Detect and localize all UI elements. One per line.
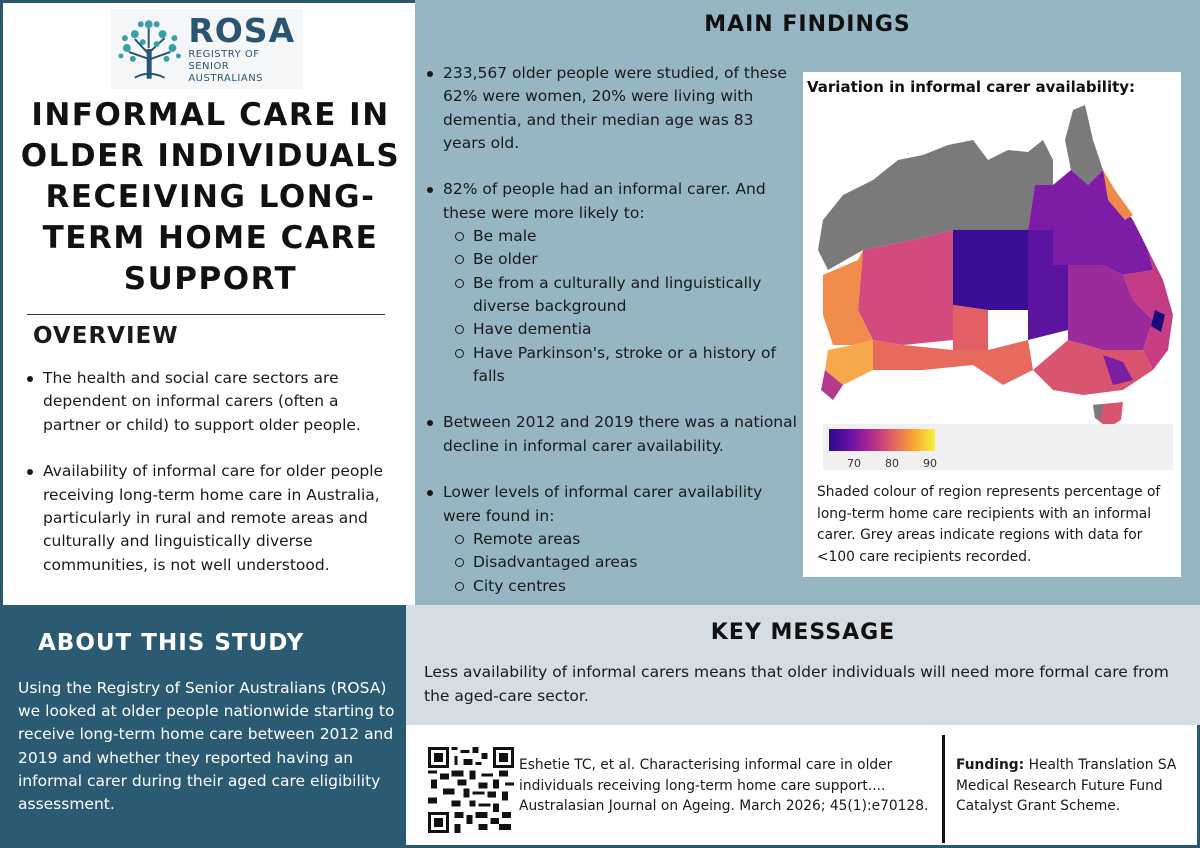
map-title: Variation in informal carer availability: [807, 78, 1136, 96]
title-divider [27, 314, 385, 315]
map-card [803, 72, 1181, 577]
legend-tick: 90 [923, 457, 937, 470]
finding-text: Lower levels of informal carer availability were found in: [443, 483, 763, 525]
findings-heading: MAIN FINDINGS [704, 12, 911, 37]
reference-divider [942, 735, 945, 843]
sub-item: Be from a culturally and linguistically diverse background [443, 272, 800, 319]
finding-text: 233,567 older people were studied, of these 62% were women, 20% were living with dementia, and their median age was 83 years old. [443, 64, 787, 152]
citation-text: Eshetie TC, et al. Characterising informal care in older individuals receiving long-term home care support.... Australasian Journal on Ageing. March 2026; 45(1):e70128. [519, 757, 929, 814]
finding-sublist [443, 528, 800, 598]
overview-item: The health and social care sectors are dependent on informal carers (often a partner or child) to support older people. [25, 367, 395, 437]
map-caption: Shaded colour of region represents percentage of long-term home care recipients with an informal carer. Grey areas indicate regions with data for <100 care recipients recorded. [817, 484, 1161, 565]
legend-tick: 70 [847, 457, 861, 470]
overview-list [25, 367, 395, 600]
legend-ticks [847, 457, 937, 470]
finding-sublist [443, 225, 800, 388]
about-text: Using the Registry of Senior Australians (ROSA) we looked at older people nationwide starting to receive long-term home care between 2012 and 2019 and whether they reported having an informal carer during their aged care eligibility assessment. [18, 679, 395, 814]
key-message-text: Less availability of informal carers means that older individuals will need more formal care from the aged-care sector. [424, 663, 1169, 705]
rosa-logo [111, 9, 303, 89]
overview-item: Availability of informal care for older people receiving long-term home care in Australia, particularly in rural and remote areas and culturally and linguistically diverse communities, is not well understood. [25, 460, 395, 577]
sub-item: Have dementia [443, 318, 800, 341]
key-message-heading: KEY MESSAGE [710, 620, 896, 645]
reference-panel [406, 725, 1200, 848]
logo-subtitle-2: AUSTRALIANS [188, 73, 264, 84]
finding-item [425, 411, 800, 458]
finding-text: Between 2012 and 2019 there was a national decline in informal carer availability. [443, 413, 797, 455]
qr-code-icon[interactable] [428, 747, 514, 833]
findings-list [425, 62, 800, 621]
australia-map [803, 100, 1181, 430]
tree-icon [115, 14, 184, 84]
sub-item: Disadvantaged areas [443, 551, 800, 574]
sub-item: City centres [443, 575, 800, 598]
sub-item: Remote areas [443, 528, 800, 551]
logo-name: ROSA [188, 11, 296, 50]
sub-item: Be male [443, 225, 800, 248]
finding-text: 82% of people had an informal carer. And these were more likely to: [443, 180, 766, 222]
sub-item: Have Parkinson's, stroke or a history of falls [443, 342, 800, 389]
funding-label: Funding: [956, 757, 1025, 773]
finding-item [425, 481, 800, 597]
map-region-sa-north [953, 230, 1028, 310]
intro-panel [0, 0, 415, 605]
overview-heading: OVERVIEW [33, 323, 179, 349]
key-message-panel [406, 605, 1200, 725]
funding-body: Health Translation SA Medical Research Future Fund Catalyst Grant Scheme. [956, 757, 1177, 814]
sub-item: Be older [443, 248, 800, 271]
legend-colorbar [829, 429, 935, 451]
logo-subtitle-1: REGISTRY OF SENIOR [188, 49, 260, 72]
funding-text [956, 755, 1192, 817]
finding-item [425, 62, 800, 155]
about-panel [0, 605, 406, 848]
legend-tick: 80 [885, 457, 899, 470]
finding-item [425, 178, 800, 388]
map-region-sa-west [953, 305, 988, 350]
poster-title: INFORMAL CARE IN OLDER INDIVIDUALS RECEIVING LONG-TERM HOME CARE SUPPORT [20, 97, 401, 297]
about-heading: ABOUT THIS STUDY [38, 630, 305, 656]
